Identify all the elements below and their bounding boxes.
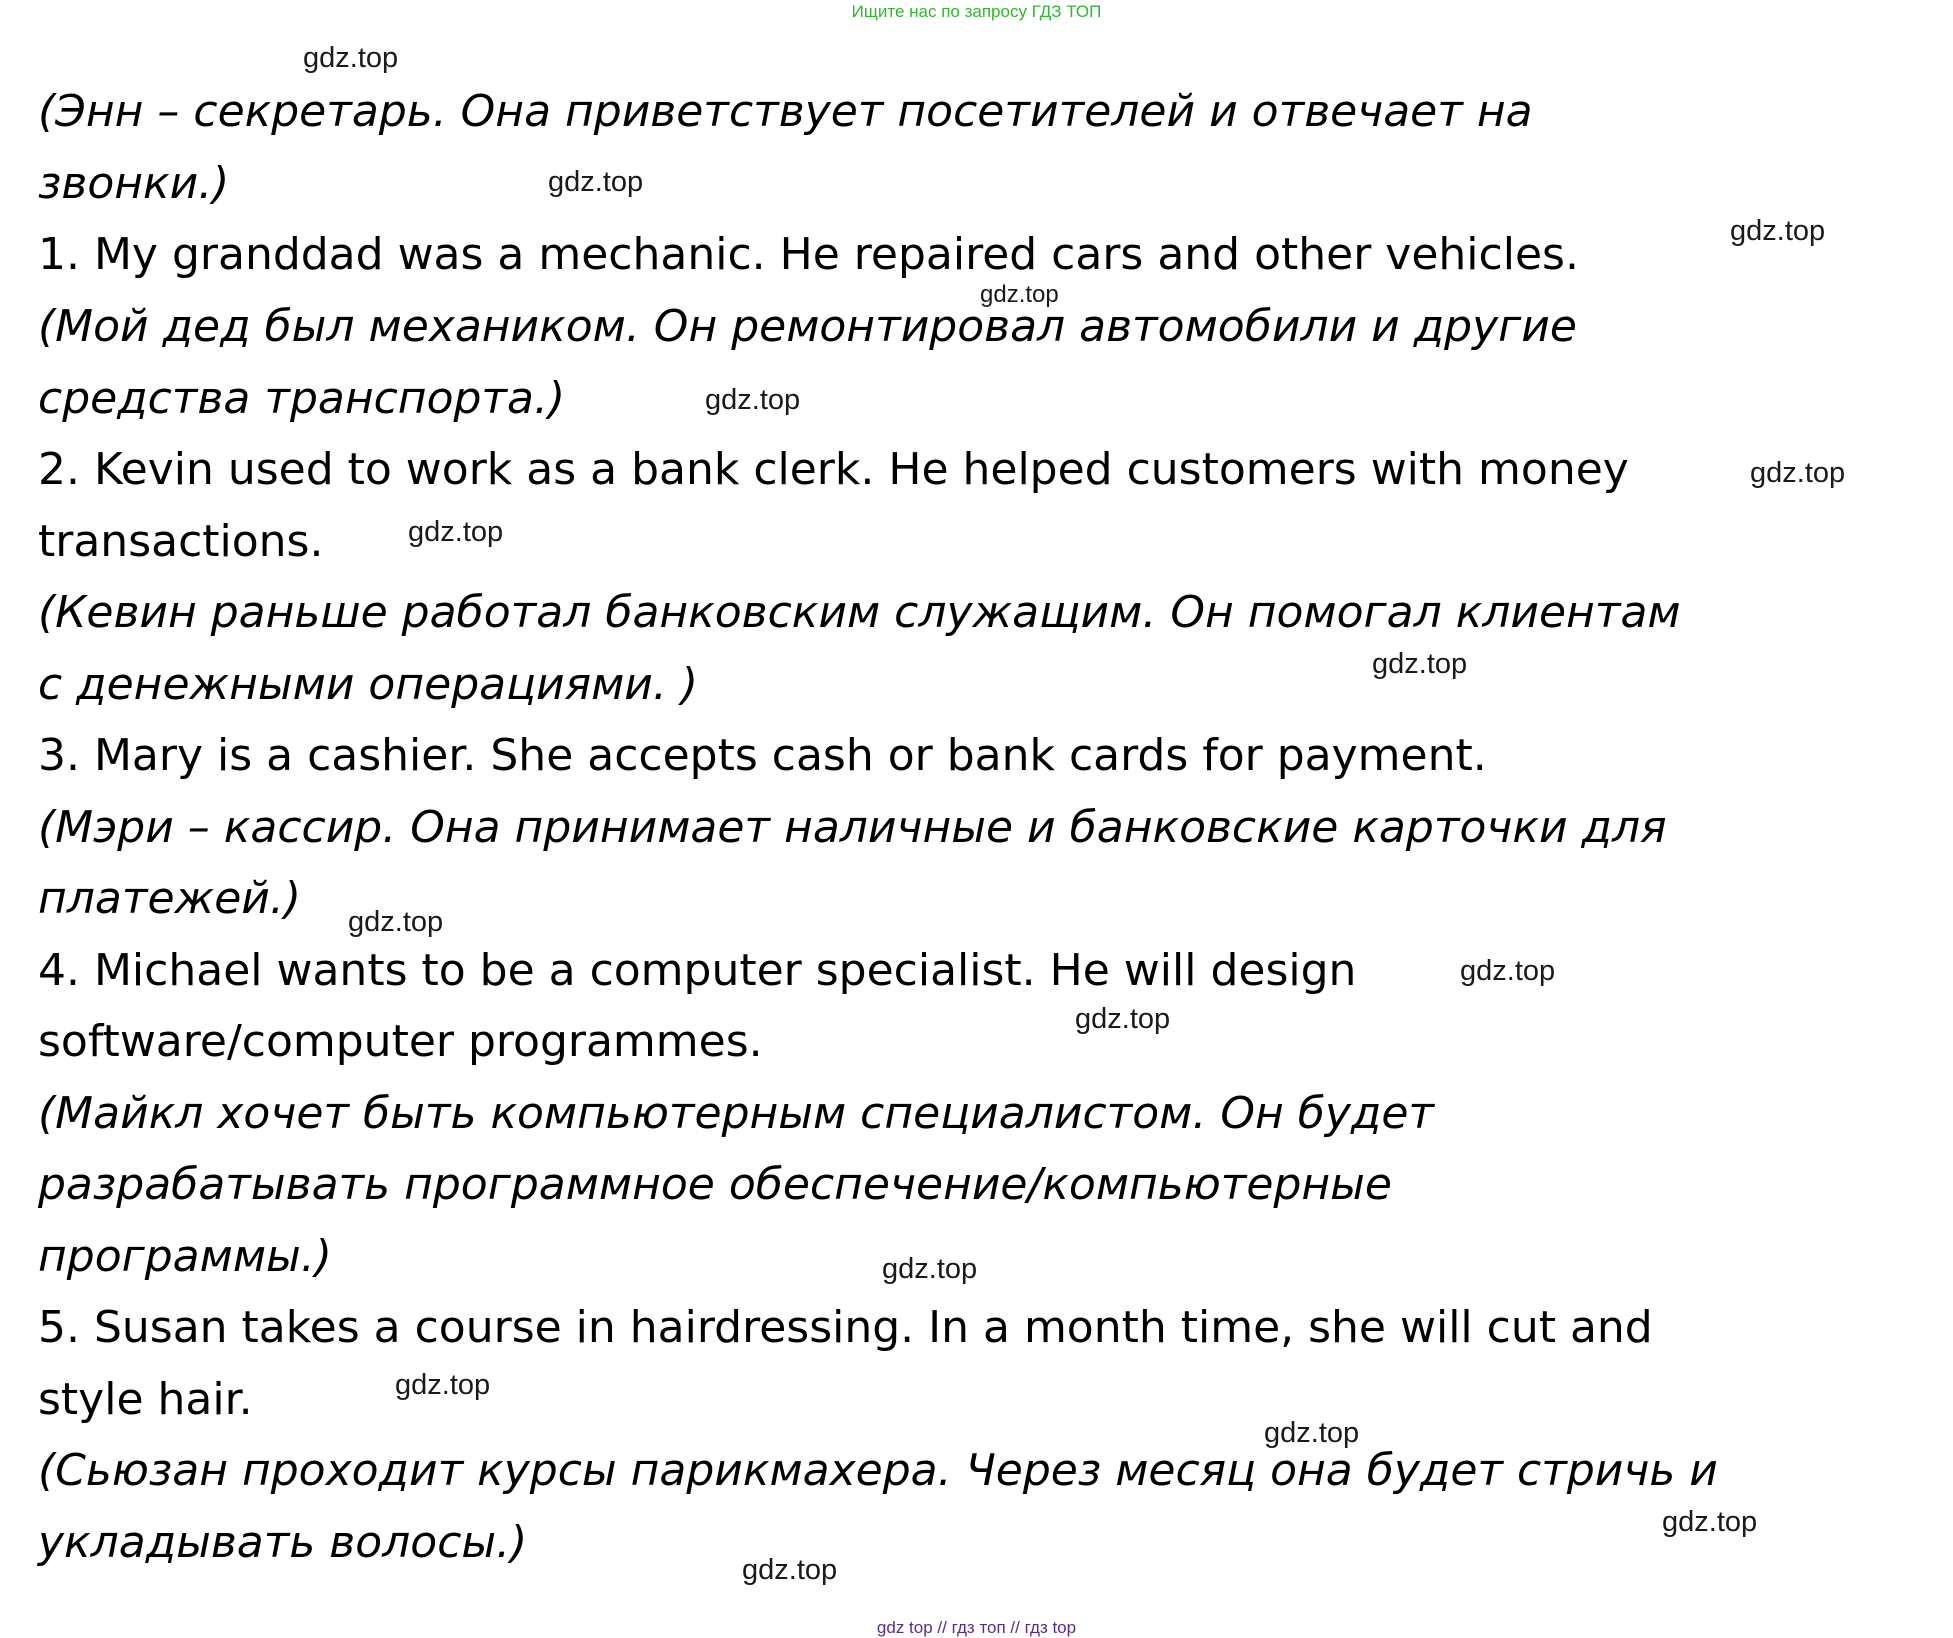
translation-line: (Мэри – кассир. Она принимает наличные и банковские карточки для [38,802,1667,853]
answer-line: 4. Michael wants to be a computer specialist. He will design [38,945,1357,996]
watermark: gdz.top [408,516,504,548]
translation-line: средства транспорта.) [38,373,566,424]
watermark: gdz.top [348,906,444,938]
translation-line: разрабатывать программное обеспечение/компьютерные [38,1159,1392,1210]
translation-line: платежей.) [38,873,302,924]
answer-line: 3. Mary is a cashier. She accepts cash or bank cards for payment. [38,730,1487,781]
top-banner: Ищите нас по запросу ГДЗ ТОП [851,2,1102,21]
answer-line: style hair. [38,1374,253,1425]
watermark: gdz.top [1750,457,1846,489]
translation-line: (Энн – секретарь. Она приветствует посетителей и отвечает на [38,86,1533,137]
watermark: gdz.top [980,281,1059,308]
watermark: gdz.top [882,1253,978,1285]
watermark: gdz.top [1730,215,1826,247]
answer-line: 5. Susan takes a course in hairdressing. In a month time, she will cut and [38,1302,1653,1353]
answer-line: software/computer programmes. [38,1016,763,1067]
watermark: gdz.top [1460,955,1556,987]
watermark: gdz.top [705,384,801,416]
translation-line: укладывать волосы.) [38,1517,528,1568]
translation-line: (Майкл хочет быть компьютерным специалистом. Он будет [38,1088,1435,1139]
watermark: gdz.top [1264,1417,1360,1449]
watermark: gdz.top [395,1369,491,1401]
answer-line: transactions. [38,516,324,567]
translation-line: (Сьюзан проходит курсы парикмахера. Через месяц она будет стричь и [38,1445,1718,1496]
answer-line: 2. Kevin used to work as a bank clerk. He helped customers with money [38,444,1629,495]
watermark: gdz.top [1372,648,1468,680]
watermark: gdz.top [548,166,644,198]
footer-links: gdz top // гдз топ // гдз top [876,1618,1077,1637]
translation-line: с денежными операциями. ) [38,659,699,710]
translation-line: программы.) [38,1231,332,1282]
watermark: gdz.top [1662,1506,1758,1538]
watermark: gdz.top [303,42,399,74]
translation-line: звонки.) [38,158,230,209]
translation-line: (Мой дед был механиком. Он ремонтировал автомобили и другие [38,301,1577,352]
watermark: gdz.top [742,1554,838,1586]
watermark: gdz.top [1075,1003,1171,1035]
answer-line: 1. My granddad was a mechanic. He repaired cars and other vehicles. [38,229,1579,280]
translation-line: (Кевин раньше работал банковским служащим. Он помогал клиентам [38,587,1681,638]
